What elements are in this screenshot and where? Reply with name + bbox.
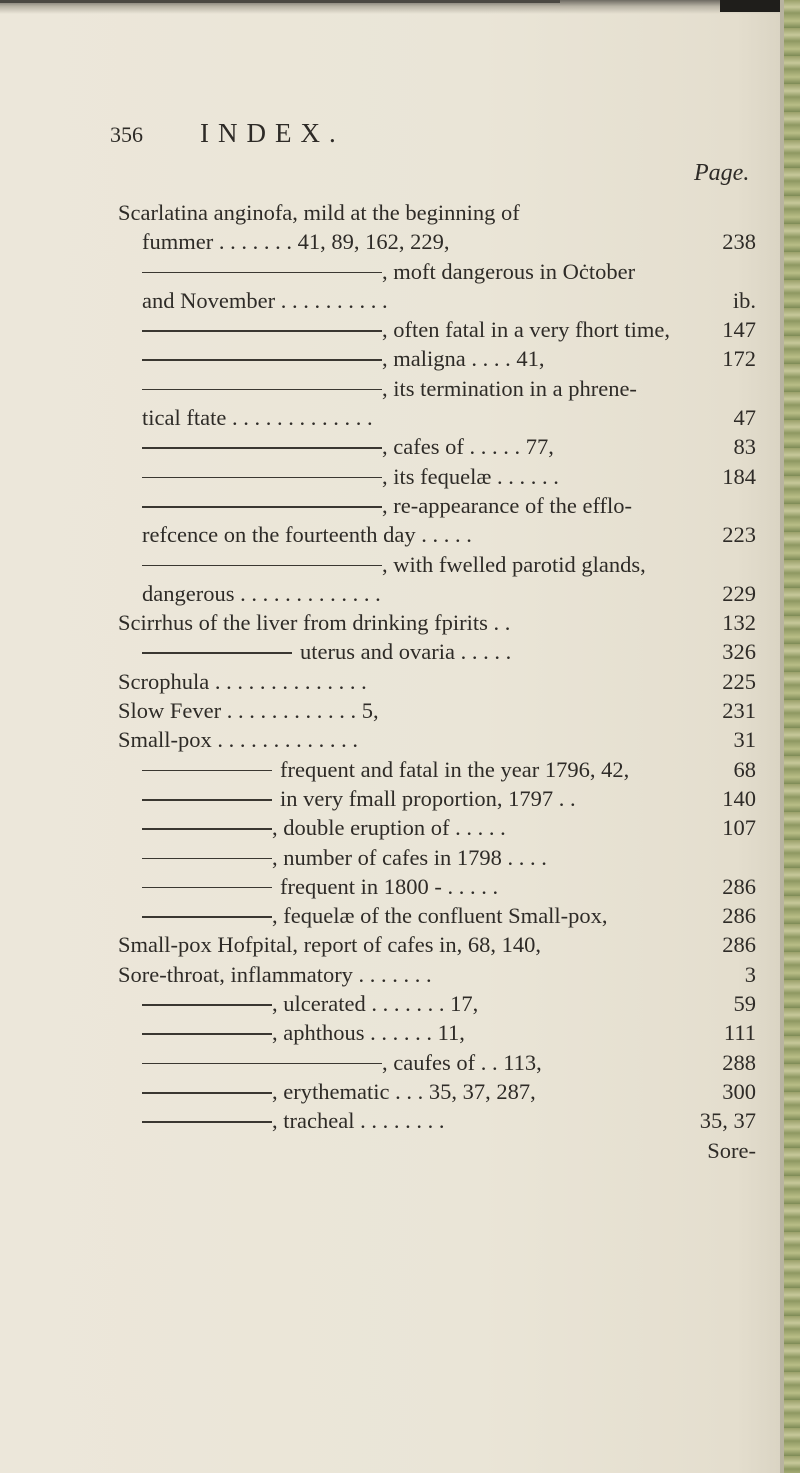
page-reference: 286 — [722, 873, 756, 899]
page-reference: 225 — [722, 668, 756, 694]
ditto-dash — [142, 1063, 382, 1065]
index-line — [0, 960, 800, 989]
index-line — [0, 462, 800, 491]
page-reference: 231 — [722, 698, 756, 724]
index-text: , its termination in a phrene- — [382, 375, 637, 401]
index-text: Sore-throat, inflammatory . . . . . . . — [118, 961, 432, 987]
index-text: , maligna . . . . 41, — [382, 346, 545, 372]
index-line — [0, 1077, 800, 1106]
index-text: , its fequelæ . . . . . . — [382, 463, 559, 489]
page-reference: 35, 37 — [699, 1108, 756, 1134]
index-text: Small-pox Hofpital, report of cafes in, 68, 140, — [118, 932, 542, 958]
page-number: 356 — [110, 122, 143, 147]
index-line — [0, 257, 800, 286]
index-line — [0, 755, 800, 784]
ditto-dash — [142, 652, 292, 654]
ditto-dash — [142, 770, 272, 772]
index-text: uterus and ovaria . . . . . — [300, 639, 512, 665]
index-line — [0, 1018, 800, 1047]
index-text: refcence on the fourteenth day . . . . . — [142, 522, 472, 548]
index-text: , tracheal . . . . . . . . — [272, 1108, 445, 1134]
index-text: , cafes of . . . . . 77, — [382, 434, 554, 460]
page-reference: 3 — [744, 961, 756, 987]
index-text: Scrophula . . . . . . . . . . . . . . — [118, 668, 367, 694]
index-line — [0, 198, 800, 227]
ditto-dash — [142, 330, 382, 332]
index-line — [0, 286, 800, 315]
page-reference: 172 — [722, 346, 756, 372]
index-text: , with fwelled parotid glands, — [382, 551, 646, 577]
ditto-dash — [142, 1092, 272, 1094]
page-reference: ib. — [732, 287, 756, 313]
page-reference: 132 — [722, 610, 756, 636]
index-text: tical ftate . . . . . . . . . . . . . — [142, 405, 373, 431]
index-text: , aphthous . . . . . . 11, — [272, 1020, 465, 1046]
index-text: , number of cafes in 1798 . . . . — [272, 844, 547, 870]
ditto-dash — [142, 1121, 272, 1123]
index-text: in very fmall proportion, 1797 . . — [280, 785, 576, 811]
page-reference: 111 — [723, 1020, 756, 1046]
index-text: Small-pox . . . . . . . . . . . . . — [118, 727, 358, 753]
running-head: INDEX. — [200, 118, 345, 148]
page-reference: 59 — [733, 991, 756, 1017]
page-reference: 300 — [722, 1078, 756, 1104]
ditto-dash — [142, 799, 272, 801]
ditto-dash — [142, 1033, 272, 1035]
ditto-dash — [142, 359, 382, 361]
ditto-dash — [142, 447, 382, 449]
index-text: , often fatal in a very fhort time, — [382, 317, 671, 343]
index-line — [0, 813, 800, 842]
page-reference: 286 — [722, 932, 756, 958]
page-reference: Sore- — [707, 1137, 756, 1163]
index-text: fummer . . . . . . . 41, 89, 162, 229, — [142, 229, 450, 255]
index-line — [0, 344, 800, 373]
ditto-dash — [142, 916, 272, 918]
index-line — [0, 637, 800, 666]
ditto-dash — [142, 506, 382, 508]
ditto-dash — [142, 858, 272, 860]
index-line — [0, 843, 800, 872]
index-line — [0, 520, 800, 549]
index-text: , caufes of . . 113, — [382, 1049, 542, 1075]
page-reference: 184 — [722, 463, 756, 489]
index-text: , ulcerated . . . . . . . 17, — [272, 991, 479, 1017]
index-entries — [0, 198, 800, 1165]
page-reference: 286 — [722, 903, 756, 929]
page-reference: 31 — [733, 727, 756, 753]
page-reference: 223 — [722, 522, 756, 548]
index-text: , re-appearance of the efflo- — [382, 492, 633, 518]
page-reference: 47 — [733, 405, 756, 431]
index-text: and November . . . . . . . . . . — [142, 287, 388, 313]
index-line — [0, 579, 800, 608]
index-text: Scarlatina anginofa, mild at the beginning of — [118, 200, 520, 225]
index-text: frequent in 1800 - . . . . . — [280, 873, 499, 899]
index-line — [0, 227, 800, 256]
ditto-dash — [142, 828, 272, 830]
index-text: , erythematic . . . 35, 37, 287, — [272, 1078, 536, 1104]
ditto-dash — [142, 565, 382, 567]
index-line — [0, 432, 800, 461]
index-line — [0, 1106, 800, 1135]
index-text: , fequelæ of the confluent Small-pox, — [272, 903, 608, 929]
ditto-dash — [142, 1004, 272, 1006]
index-line — [0, 403, 800, 432]
index-text: dangerous . . . . . . . . . . . . . — [142, 580, 381, 606]
index-line — [0, 989, 800, 1018]
ditto-dash — [142, 887, 272, 889]
index-line — [0, 550, 800, 579]
index-line — [0, 901, 800, 930]
page-header — [0, 118, 800, 158]
page-reference: 140 — [722, 785, 756, 811]
page-column-label: Page. — [694, 160, 750, 186]
page-reference: 238 — [722, 229, 756, 255]
index-line — [0, 491, 800, 520]
index-line — [0, 315, 800, 344]
page-reference: 229 — [722, 580, 756, 606]
index-line — [0, 1048, 800, 1077]
page-reference: 107 — [722, 815, 756, 841]
top-rule — [0, 0, 560, 3]
ditto-dash — [142, 477, 382, 479]
page-reference: 288 — [722, 1049, 756, 1075]
page-reference: 326 — [722, 639, 756, 665]
index-line — [0, 725, 800, 754]
index-line — [0, 1136, 800, 1165]
index-line — [0, 930, 800, 959]
ditto-dash — [142, 272, 382, 274]
index-text: , moft dangerous in Oċtober — [382, 258, 636, 284]
page-reference: 83 — [733, 434, 756, 460]
index-line — [0, 374, 800, 403]
index-text: , double eruption of . . . . . — [272, 815, 506, 841]
index-text: frequent and fatal in the year 1796, 42, — [280, 756, 630, 782]
page-reference: 68 — [733, 756, 756, 782]
page-reference: 147 — [722, 317, 756, 343]
index-line — [0, 608, 800, 637]
index-line — [0, 784, 800, 813]
index-text: Slow Fever . . . . . . . . . . . . 5, — [118, 698, 379, 724]
index-line — [0, 872, 800, 901]
ditto-dash — [142, 389, 382, 391]
index-line — [0, 696, 800, 725]
index-line — [0, 667, 800, 696]
index-text: Scirrhus of the liver from drinking fpirits . . — [118, 610, 511, 636]
